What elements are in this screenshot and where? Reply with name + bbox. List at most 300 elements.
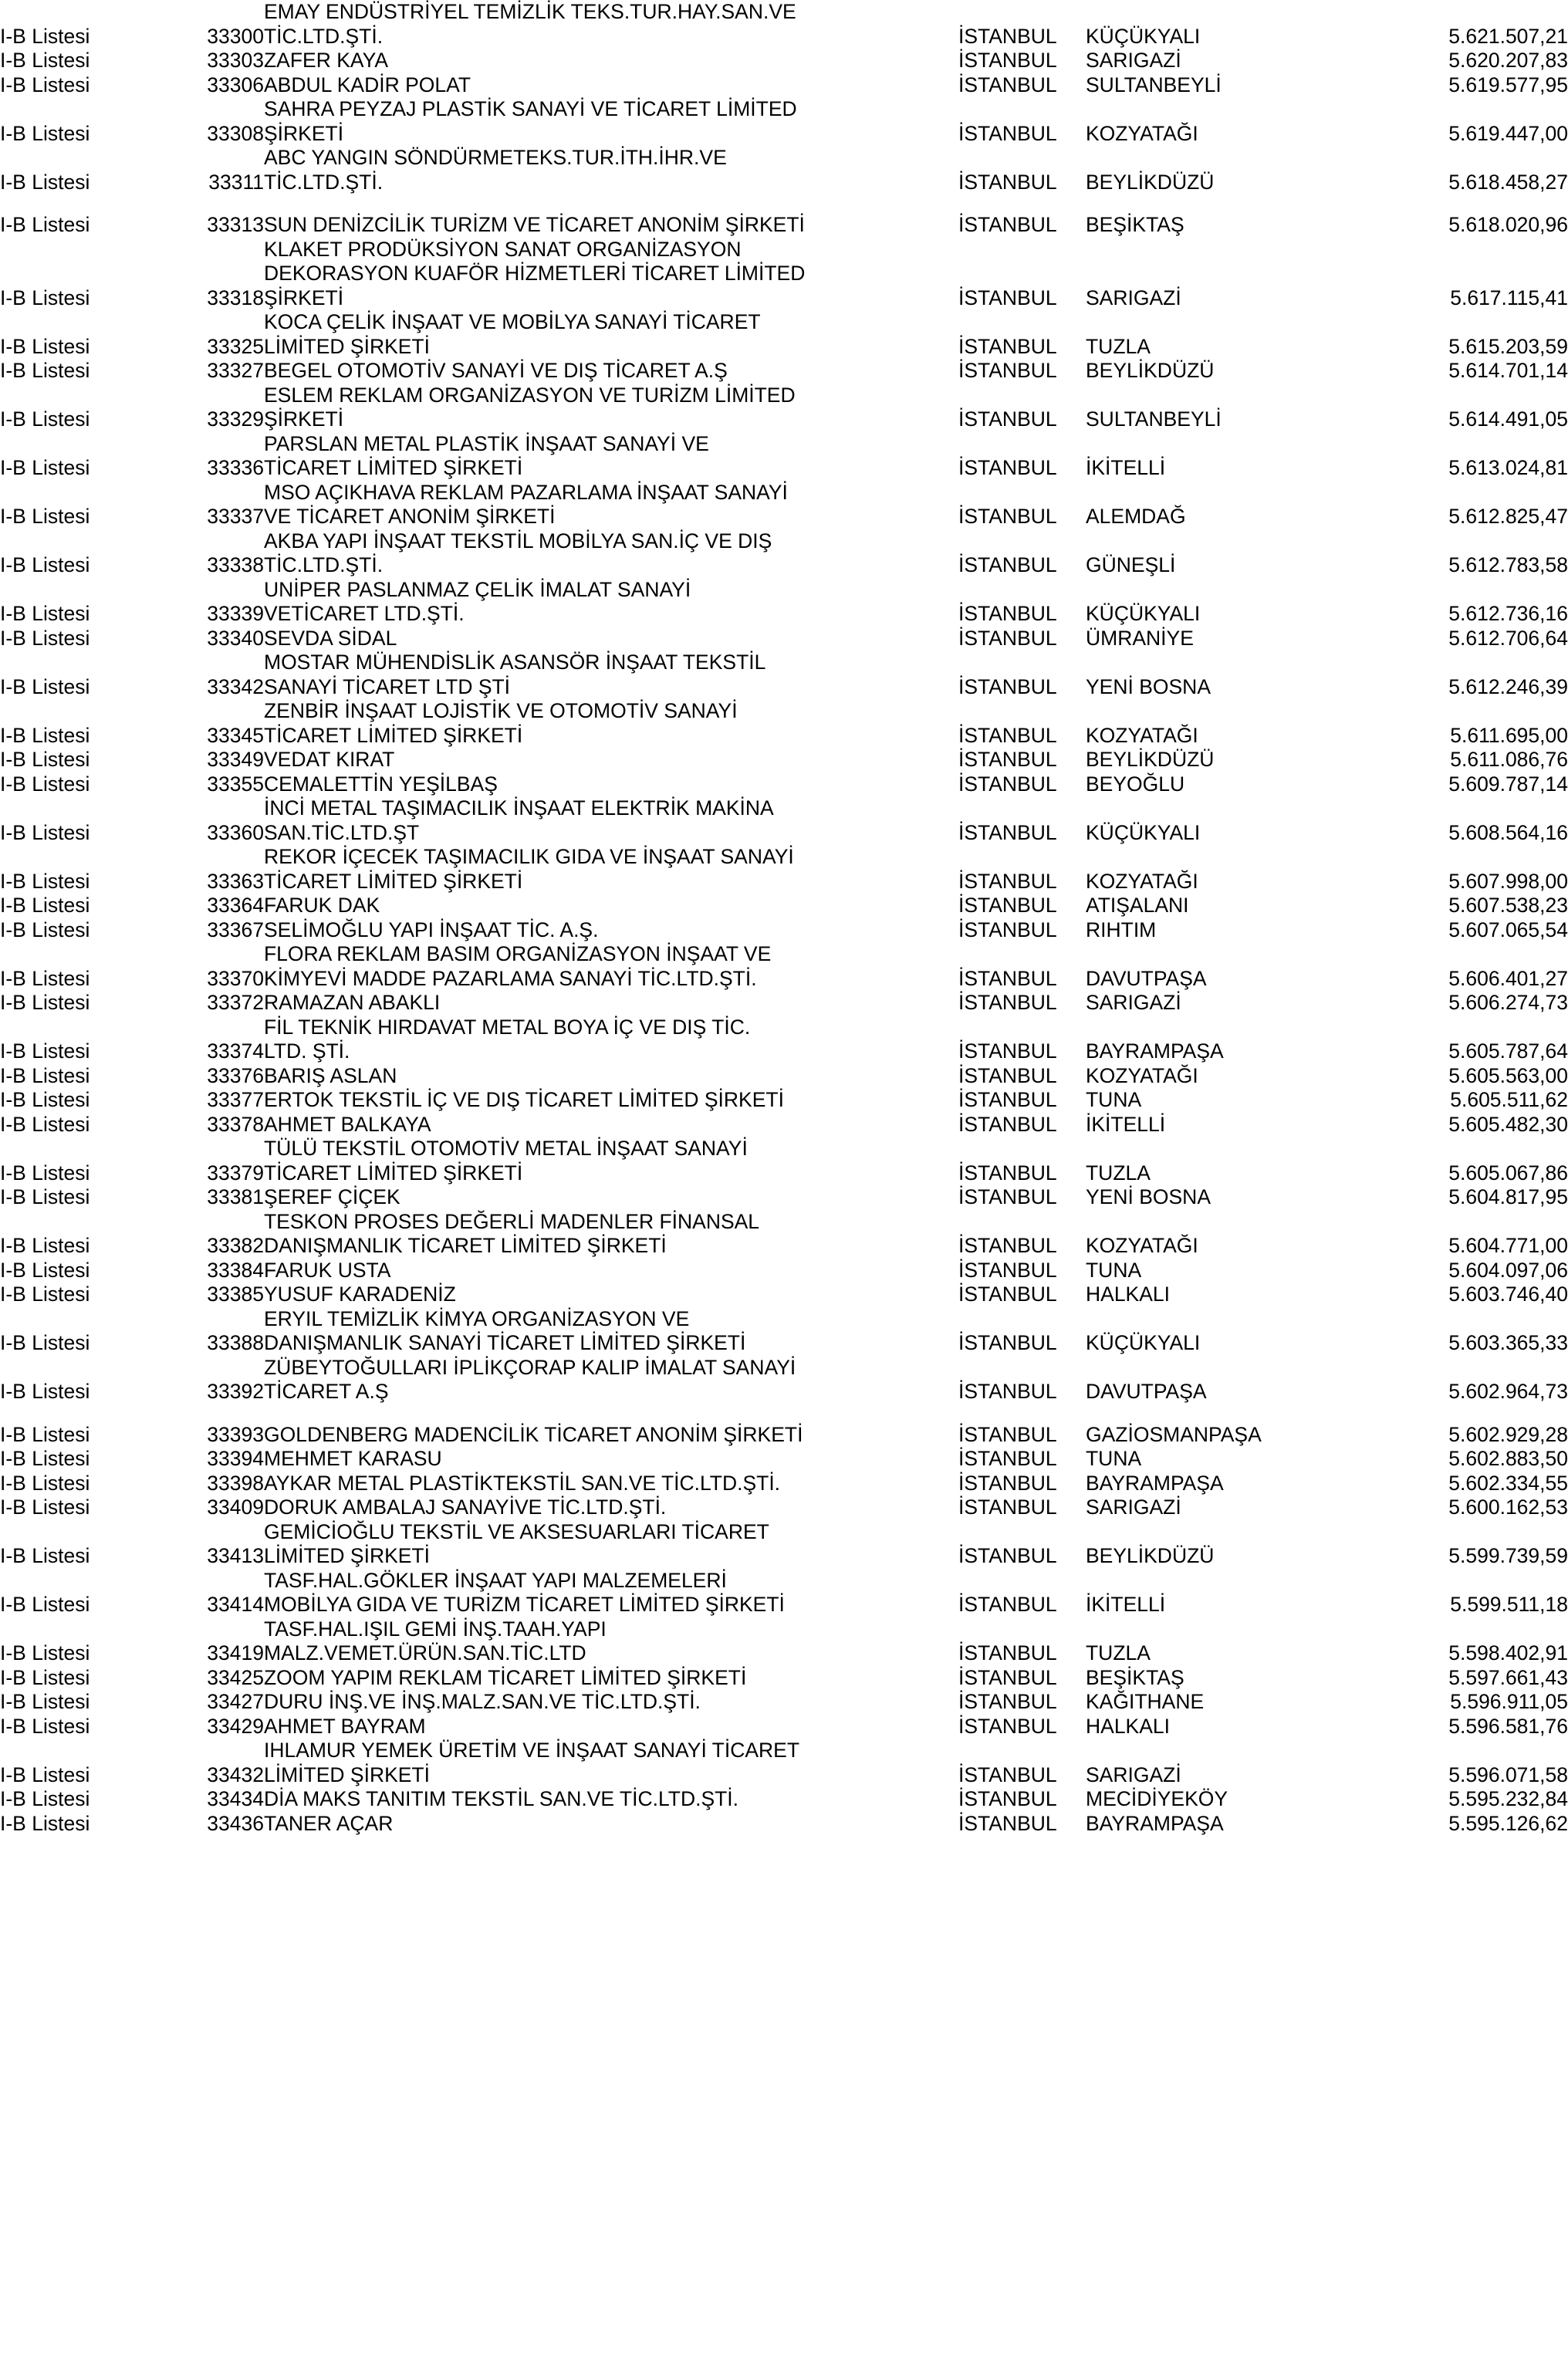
list-type-cell (0, 1137, 171, 1161)
table-row (0, 894, 1568, 918)
list-type-cell (0, 238, 171, 262)
province-cell: İSTANBUL (958, 170, 1057, 194)
amount-cell: 5.606.274,73 (1448, 991, 1568, 1014)
amount-cell: 5.603.746,40 (1448, 1283, 1568, 1306)
amount-cell: 5.598.402,91 (1448, 1641, 1568, 1664)
table-row-continuation (0, 310, 1568, 335)
row-spacer (0, 1404, 1568, 1423)
tax-office-cell (1086, 1137, 1352, 1161)
list-type-cell: I-B Listesi (0, 286, 90, 309)
province-cell: İSTANBUL (958, 49, 1057, 72)
province-cell (958, 146, 1086, 171)
list-type-cell: I-B Listesi (0, 1185, 90, 1208)
list-type-cell: I-B Listesi (0, 1088, 90, 1111)
tax-office-cell: TUNA (1086, 1258, 1142, 1282)
tax-office-cell: SARIGAZİ (1086, 991, 1181, 1014)
table-row (0, 1593, 1568, 1617)
table-row-continuation (0, 529, 1568, 554)
list-type-cell: I-B Listesi (0, 1447, 90, 1470)
tax-office-cell: KÜÇÜKYALI (1086, 820, 1201, 844)
tax-office-cell: GÜNEŞLİ (1086, 553, 1176, 576)
table-row-continuation (0, 1016, 1568, 1040)
taxpayer-name-cell: TANER AÇAR (264, 1811, 394, 1835)
tax-office-cell: SULTANBEYLİ (1086, 407, 1222, 431)
table-row (0, 1472, 1568, 1496)
taxpayer-name-cell: MALZ.VEMET.ÜRÜN.SAN.TİC.LTD (264, 1641, 586, 1664)
tax-office-cell: BEŞİKTAŞ (1086, 1665, 1184, 1689)
sequence-number-cell (171, 1569, 264, 1594)
province-cell: İSTANBUL (958, 1380, 1057, 1403)
sequence-number-cell: 33398 (207, 1471, 264, 1495)
table-row (0, 772, 1568, 797)
taxpayer-name-cell: KOCA ÇELİK İNŞAAT VE MOBİLYA SANAYİ TİCARET (264, 310, 761, 333)
list-type-cell: I-B Listesi (0, 1380, 90, 1403)
list-type-cell (0, 1569, 171, 1594)
province-cell: İSTANBUL (958, 1039, 1057, 1063)
taxpayer-name-cell: SAN.TİC.LTD.ŞT (264, 820, 420, 844)
taxpayer-name-cell: AHMET BALKAYA (264, 1112, 431, 1136)
amount-cell (1352, 1617, 1568, 1642)
amount-cell (1352, 1016, 1568, 1040)
province-cell: İSTANBUL (958, 1283, 1057, 1306)
sequence-number-cell: 33409 (207, 1495, 264, 1519)
table-row-continuation (0, 1307, 1568, 1332)
taxpayer-name-cell: VE TİCARET ANONİM ŞİRKETİ (264, 505, 556, 528)
table-row (0, 1113, 1568, 1137)
amount-cell: 5.605.067,86 (1448, 1161, 1568, 1185)
province-cell: İSTANBUL (958, 1331, 1057, 1354)
sequence-number-cell: 33432 (207, 1762, 264, 1786)
taxpayer-name-cell: ERYIL TEMİZLİK KİMYA ORGANİZASYON VE (264, 1306, 690, 1330)
list-type-cell: I-B Listesi (0, 723, 90, 747)
list-type-cell (0, 384, 171, 408)
province-cell: İSTANBUL (958, 1495, 1057, 1519)
table-row (0, 1064, 1568, 1089)
tax-office-cell: BEYLİKDÜZÜ (1086, 359, 1215, 382)
table-row (0, 1185, 1568, 1210)
tax-office-cell (1086, 845, 1352, 870)
list-type-cell: I-B Listesi (0, 1762, 90, 1786)
sequence-number-cell: 33434 (207, 1787, 264, 1810)
sequence-number-cell (171, 578, 264, 603)
province-cell: İSTANBUL (958, 24, 1057, 48)
row-spacer-cell (0, 1404, 1568, 1423)
taxpayer-name-cell: AKBA YAPI İNŞAAT TEKSTİL MOBİLYA SAN.İÇ VE DIŞ (264, 529, 772, 553)
list-type-cell (0, 262, 171, 286)
amount-cell: 5.605.511,62 (1450, 1088, 1568, 1111)
amount-cell (1352, 942, 1568, 967)
province-cell (958, 1356, 1086, 1381)
taxpayer-name-cell: FİL TEKNİK HIRDAVAT METAL BOYA İÇ VE DIŞ TİC. (264, 1015, 751, 1039)
amount-cell: 5.609.787,14 (1448, 772, 1568, 796)
list-type-cell: I-B Listesi (0, 24, 90, 48)
taxpayer-name-cell: REKOR İÇECEK TAŞIMACILIK GIDA VE İNŞAAT SANAYİ (264, 845, 794, 868)
amount-cell: 5.618.458,27 (1448, 170, 1568, 194)
sequence-number-cell (171, 845, 264, 870)
taxpayer-name-cell: ŞİRKETİ (264, 286, 344, 309)
taxpayer-name-cell: LTD. ŞTİ. (264, 1039, 350, 1063)
taxpayer-name-cell: DURU İNŞ.VE İNŞ.MALZ.SAN.VE TİC.LTD.ŞTİ. (264, 1690, 701, 1713)
tax-office-cell: HALKALI (1086, 1714, 1171, 1738)
amount-cell (1352, 1739, 1568, 1763)
province-cell (958, 1739, 1086, 1763)
table-row (0, 1763, 1568, 1788)
amount-cell (1352, 432, 1568, 457)
tax-office-cell (1086, 1307, 1352, 1332)
table-row (0, 553, 1568, 578)
amount-cell (1352, 1356, 1568, 1381)
list-type-cell: I-B Listesi (0, 820, 90, 844)
amount-cell: 5.604.771,00 (1448, 1234, 1568, 1257)
list-type-cell (0, 1356, 171, 1381)
taxpayer-name-cell: TİC.LTD.ŞTİ. (264, 170, 384, 194)
sequence-number-cell (171, 262, 264, 286)
tax-office-cell (1086, 310, 1352, 335)
list-type-cell (0, 432, 171, 457)
province-cell (958, 699, 1086, 724)
tax-office-cell (1086, 146, 1352, 171)
taxpayer-name-cell: SEVDA SİDAL (264, 626, 397, 650)
sequence-number-cell (171, 146, 264, 171)
tax-office-cell (1086, 942, 1352, 967)
province-cell: İSTANBUL (958, 1641, 1057, 1664)
table-row-continuation (0, 942, 1568, 967)
amount-cell (1352, 578, 1568, 603)
sequence-number-cell: 33340 (207, 626, 264, 650)
sequence-number-cell: 33382 (207, 1234, 264, 1257)
taxpayer-name-cell: TİCARET LİMİTED ŞİRKETİ (264, 869, 523, 893)
list-type-cell: I-B Listesi (0, 553, 90, 576)
province-cell (958, 262, 1086, 286)
list-type-cell: I-B Listesi (0, 1063, 90, 1087)
tax-office-cell (1086, 796, 1352, 821)
taxpayer-name-cell: BARIŞ ASLAN (264, 1063, 397, 1087)
taxpayer-name-cell: UNİPER PASLANMAZ ÇELİK İMALAT SANAYİ (264, 577, 691, 601)
sequence-number-cell (171, 97, 264, 122)
amount-cell: 5.605.787,64 (1448, 1039, 1568, 1063)
sequence-number-cell: 33364 (207, 894, 264, 917)
province-cell: İSTANBUL (958, 334, 1057, 358)
tax-office-cell (1086, 651, 1352, 675)
taxpayer-name-cell: ZENBİR İNŞAAT LOJİSTİK VE OTOMOTİV SANAYİ (264, 699, 738, 722)
tax-office-cell: İKİTELLİ (1086, 456, 1166, 479)
table-row-continuation (0, 1210, 1568, 1235)
taxpayer-name-cell: AYKAR METAL PLASTİKTEKSTİL SAN.VE TİC.LTD.ŞTİ. (264, 1471, 781, 1495)
amount-cell: 5.619.447,00 (1448, 121, 1568, 145)
province-cell: İSTANBUL (958, 1161, 1057, 1185)
sequence-number-cell: 33392 (207, 1380, 264, 1403)
tax-office-cell: SARIGAZİ (1086, 286, 1181, 309)
amount-cell (1352, 845, 1568, 870)
table-row (0, 1039, 1568, 1064)
tax-office-cell: KAĞITHANE (1086, 1690, 1205, 1713)
sequence-number-cell: 33394 (207, 1447, 264, 1470)
sequence-number-cell: 33374 (207, 1039, 264, 1063)
amount-cell: 5.618.020,96 (1448, 213, 1568, 236)
list-type-cell: I-B Listesi (0, 1039, 90, 1063)
province-cell (958, 1210, 1086, 1235)
province-cell: İSTANBUL (958, 1544, 1057, 1567)
province-cell: İSTANBUL (958, 1063, 1057, 1087)
list-type-cell: I-B Listesi (0, 1283, 90, 1306)
province-cell: İSTANBUL (958, 1112, 1057, 1136)
list-type-cell (0, 310, 171, 335)
list-type-cell: I-B Listesi (0, 407, 90, 431)
table-row (0, 1495, 1568, 1520)
province-cell: İSTANBUL (958, 1185, 1057, 1208)
list-type-cell: I-B Listesi (0, 626, 90, 650)
tax-office-cell: ÜMRANİYE (1086, 626, 1194, 650)
taxpayer-name-cell: MSO AÇIKHAVA REKLAM PAZARLAMA İNŞAAT SANAYİ (264, 480, 788, 504)
tax-office-cell: KOZYATAĞI (1086, 121, 1198, 145)
tax-office-cell: KÜÇÜKYALI (1086, 24, 1201, 48)
table-row-continuation (0, 384, 1568, 408)
amount-cell (1352, 699, 1568, 724)
tax-office-cell: BAYRAMPAŞA (1086, 1039, 1224, 1063)
taxpayer-name-cell: ESLEM REKLAM ORGANİZASYON VE TURİZM LİMİTED (264, 383, 796, 407)
table-row-continuation (0, 845, 1568, 870)
list-type-cell: I-B Listesi (0, 918, 90, 941)
sequence-number-cell: 33308 (207, 121, 264, 145)
table-row (0, 73, 1568, 98)
table-row (0, 407, 1568, 432)
tax-office-cell: TUNA (1086, 1088, 1142, 1111)
tax-office-cell: DAVUTPAŞA (1086, 966, 1207, 990)
tax-office-cell: İKİTELLİ (1086, 1112, 1166, 1136)
taxpayer-name-cell: KİMYEVİ MADDE PAZARLAMA SANAYİ TİC.LTD.ŞTİ. (264, 966, 757, 990)
tax-office-cell: SARIGAZİ (1086, 1495, 1181, 1519)
list-type-cell: I-B Listesi (0, 1544, 90, 1567)
table-row (0, 1690, 1568, 1715)
sequence-number-cell: 33345 (207, 723, 264, 747)
tax-office-cell: SARIGAZİ (1086, 49, 1181, 72)
taxpayer-name-cell: LİMİTED ŞİRKETİ (264, 1762, 430, 1786)
amount-cell: 5.602.964,73 (1448, 1380, 1568, 1403)
table-row (0, 359, 1568, 384)
list-type-cell (0, 1016, 171, 1040)
taxpayer-name-cell: GOLDENBERG MADENCİLİK TİCARET ANONİM ŞİRKETİ (264, 1422, 803, 1446)
taxpayer-name-cell: ŞİRKETİ (264, 121, 344, 145)
amount-cell: 5.612.825,47 (1448, 505, 1568, 528)
table-row (0, 1447, 1568, 1472)
list-type-cell: I-B Listesi (0, 1593, 90, 1616)
amount-cell (1352, 238, 1568, 262)
sequence-number-cell: 33300 (207, 24, 264, 48)
sequence-number-cell (171, 481, 264, 505)
list-type-cell (0, 481, 171, 505)
amount-cell: 5.596.911,05 (1450, 1690, 1568, 1713)
amount-cell (1352, 1307, 1568, 1332)
sequence-number-cell (171, 432, 264, 457)
list-type-cell: I-B Listesi (0, 1258, 90, 1282)
tax-office-cell (1086, 1617, 1352, 1642)
province-cell (958, 845, 1086, 870)
table-row (0, 1641, 1568, 1666)
province-cell (958, 1520, 1086, 1545)
list-type-cell: I-B Listesi (0, 1471, 90, 1495)
taxpayer-name-cell: TİC.LTD.ŞTİ. (264, 24, 384, 48)
taxpayer-name-cell: GEMİCİOĞLU TEKSTİL VE AKSESUARLARI TİCARET (264, 1519, 769, 1543)
amount-cell (1352, 1210, 1568, 1235)
table-row (0, 1161, 1568, 1186)
tax-office-cell: TUZLA (1086, 1161, 1151, 1185)
list-type-cell: I-B Listesi (0, 1112, 90, 1136)
amount-cell (1352, 529, 1568, 554)
province-cell: İSTANBUL (958, 1690, 1057, 1713)
amount-cell: 5.608.564,16 (1448, 820, 1568, 844)
tax-office-cell: BAYRAMPAŞA (1086, 1471, 1224, 1495)
list-type-cell (0, 699, 171, 724)
taxpayer-name-cell: TASF.HAL.IŞIL GEMİ İNŞ.TAAH.YAPI (264, 1617, 607, 1641)
tax-office-cell (1086, 1356, 1352, 1381)
taxpayer-name-cell: VEDAT KIRAT (264, 748, 395, 771)
province-cell (958, 310, 1086, 335)
table-row (0, 1088, 1568, 1113)
taxpayer-name-cell: RAMAZAN ABAKLI (264, 991, 441, 1014)
province-cell: İSTANBUL (958, 1447, 1057, 1470)
table-row (0, 122, 1568, 147)
tax-office-cell: KOZYATAĞI (1086, 723, 1198, 747)
taxpayer-name-cell: DORUK AMBALAJ SANAYİVE TİC.LTD.ŞTİ. (264, 1495, 667, 1519)
sequence-number-cell: 33372 (207, 991, 264, 1014)
province-cell: İSTANBUL (958, 1471, 1057, 1495)
sequence-number-cell (171, 238, 264, 262)
table-row (0, 505, 1568, 529)
sequence-number-cell: 33393 (207, 1422, 264, 1446)
sequence-number-cell: 33429 (207, 1714, 264, 1738)
amount-cell (1352, 97, 1568, 122)
taxpayer-name-cell: SAHRA PEYZAJ PLASTİK SANAYİ VE TİCARET LİMİTED (264, 97, 797, 120)
province-cell (958, 796, 1086, 821)
list-type-cell: I-B Listesi (0, 1665, 90, 1689)
amount-cell: 5.604.817,95 (1448, 1185, 1568, 1208)
taxpayer-name-cell: MOBİLYA GIDA VE TURİZM TİCARET LİMİTED ŞİRKETİ (264, 1593, 785, 1616)
tax-office-cell: YENİ BOSNA (1086, 674, 1211, 698)
list-type-cell (0, 845, 171, 870)
taxpayer-name-cell: SELİMOĞLU YAPI İNŞAAT TİC. A.Ş. (264, 918, 599, 941)
sequence-number-cell: 33339 (207, 602, 264, 625)
tax-office-cell (1086, 0, 1352, 25)
tax-office-cell: BEŞİKTAŞ (1086, 213, 1184, 236)
taxpayer-name-cell: PARSLAN METAL PLASTİK İNŞAAT SANAYİ VE (264, 431, 709, 455)
province-cell (958, 1617, 1086, 1642)
tax-office-cell: KOZYATAĞI (1086, 1234, 1198, 1257)
tax-office-cell (1086, 1569, 1352, 1594)
list-type-cell: I-B Listesi (0, 772, 90, 796)
province-cell (958, 0, 1086, 25)
amount-cell: 5.596.581,76 (1448, 1714, 1568, 1738)
province-cell: İSTANBUL (958, 286, 1057, 309)
taxpayer-name-cell: ABDUL KADİR POLAT (264, 73, 471, 96)
table-row-continuation (0, 146, 1568, 171)
list-type-cell (0, 1739, 171, 1763)
list-type-cell: I-B Listesi (0, 73, 90, 96)
table-row (0, 675, 1568, 700)
taxpayer-name-cell: TİCARET LİMİTED ŞİRKETİ (264, 1161, 523, 1185)
taxpayer-name-cell: TİC.LTD.ŞTİ. (264, 553, 384, 576)
province-cell (958, 529, 1086, 554)
tax-office-cell (1086, 529, 1352, 554)
taxpayer-name-cell: BEGEL OTOMOTİV SANAYİ VE DIŞ TİCARET A.Ş (264, 359, 728, 382)
taxpayer-name-cell: ERTOK TEKSTİL İÇ VE DIŞ TİCARET LİMİTED ŞİRKETİ (264, 1088, 784, 1111)
amount-cell: 5.602.334,55 (1448, 1471, 1568, 1495)
province-cell: İSTANBUL (958, 1234, 1057, 1257)
province-cell: İSTANBUL (958, 121, 1057, 145)
tax-office-cell: KOZYATAĞI (1086, 1063, 1198, 1087)
tax-office-cell: MECİDİYEKÖY (1086, 1787, 1228, 1810)
table-row (0, 171, 1568, 195)
list-type-cell: I-B Listesi (0, 121, 90, 145)
sequence-number-cell (171, 1356, 264, 1381)
list-type-cell: I-B Listesi (0, 674, 90, 698)
table-row (0, 335, 1568, 360)
table-row-continuation (0, 578, 1568, 603)
table-row (0, 1259, 1568, 1283)
amount-cell: 5.621.507,21 (1448, 24, 1568, 48)
amount-cell: 5.599.739,59 (1448, 1544, 1568, 1567)
table-row-continuation (0, 432, 1568, 457)
amount-cell (1352, 310, 1568, 335)
tax-office-cell: SARIGAZİ (1086, 1762, 1181, 1786)
table-row (0, 1331, 1568, 1356)
amount-cell: 5.620.207,83 (1448, 49, 1568, 72)
sequence-number-cell: 33336 (207, 456, 264, 479)
sequence-number-cell: 33427 (207, 1690, 264, 1713)
table-row-continuation (0, 1356, 1568, 1381)
tax-office-cell: TUNA (1086, 1447, 1142, 1470)
taxpayer-name-cell: İNCİ METAL TAŞIMACILIK İNŞAAT ELEKTRİK MAKİNA (264, 796, 774, 820)
province-cell: İSTANBUL (958, 553, 1057, 576)
province-cell (958, 1137, 1086, 1161)
taxpayer-name-cell: EMAY ENDÜSTRİYEL TEMİZLİK TEKS.TUR.HAY.SAN.VE (264, 0, 796, 23)
table-row (0, 991, 1568, 1016)
province-cell: İSTANBUL (958, 894, 1057, 917)
sequence-number-cell: 33425 (207, 1665, 264, 1689)
table-row (0, 967, 1568, 992)
table-row-continuation (0, 1617, 1568, 1642)
sequence-number-cell: 33360 (207, 820, 264, 844)
amount-cell: 5.612.706,64 (1448, 626, 1568, 650)
sequence-number-cell: 33436 (207, 1811, 264, 1835)
table-row (0, 821, 1568, 846)
amount-cell: 5.607.998,00 (1448, 869, 1568, 893)
amount-cell: 5.596.071,58 (1448, 1762, 1568, 1786)
tax-office-cell: YENİ BOSNA (1086, 1185, 1211, 1208)
province-cell: İSTANBUL (958, 820, 1057, 844)
province-cell: İSTANBUL (958, 966, 1057, 990)
sequence-number-cell (171, 796, 264, 821)
table-row-continuation (0, 481, 1568, 505)
province-cell (958, 1569, 1086, 1594)
sequence-number-cell: 33363 (207, 869, 264, 893)
tax-office-cell: BEYLİKDÜZÜ (1086, 1544, 1215, 1567)
amount-cell (1352, 0, 1568, 25)
table-row-continuation (0, 796, 1568, 821)
amount-cell: 5.605.482,30 (1448, 1112, 1568, 1136)
province-cell (958, 97, 1086, 122)
sequence-number-cell: 33337 (207, 505, 264, 528)
list-type-cell: I-B Listesi (0, 1331, 90, 1354)
sequence-number-cell: 33367 (207, 918, 264, 941)
province-cell: İSTANBUL (958, 869, 1057, 893)
sequence-number-cell: 33349 (207, 748, 264, 771)
table-row (0, 748, 1568, 772)
taxpayer-name-cell: KLAKET PRODÜKSİYON SANAT ORGANİZASYON (264, 237, 742, 261)
amount-cell: 5.612.736,16 (1448, 602, 1568, 625)
tax-office-cell: ALEMDAĞ (1086, 505, 1186, 528)
taxpayer-name-cell: TİCARET A.Ş (264, 1380, 389, 1403)
table-row (0, 918, 1568, 943)
